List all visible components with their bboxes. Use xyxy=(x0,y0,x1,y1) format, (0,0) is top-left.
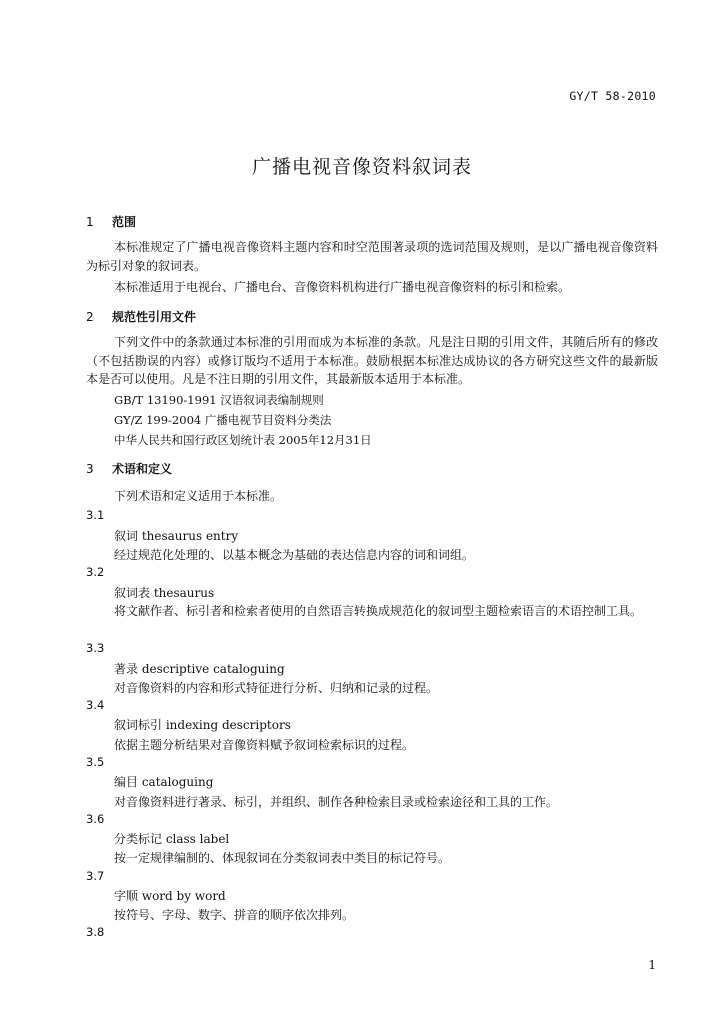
normative-reference: GY/Z 199-2004 广播电视节目资料分类法 xyxy=(114,413,332,427)
section-2-paragraph-1: 下列文件中的条款通过本标准的引用而成为本标准的条款。凡是注日期的引用文件，其随后所有的修改（不包括勘误的内容）或修订版均不适用于本标准。鼓励根据本标准达成协议的各方研究这些文件的最新版本是否可以使用。凡是不注日期的引用文件，其最新版本适用于本标准。 xyxy=(86,335,658,386)
term-name: 叙词表 thesaurus xyxy=(114,586,215,600)
section-3-intro: 下列术语和定义适用于本标准。 xyxy=(114,489,283,503)
section-1-paragraph-1: 本标准规定了广播电视音像资料主题内容和时空范围著录项的选词范围及规则，是以广播电视音像资料为标引对象的叙词表。 xyxy=(86,240,658,273)
term-number: 3.3 xyxy=(86,641,105,655)
term-number: 3.2 xyxy=(86,565,105,579)
page-number: 1 xyxy=(648,958,656,972)
term-number: 3.7 xyxy=(86,869,105,883)
term-definition: 将文献作者、标引者和检索者使用的自然语言转换成规范化的叙词型主题检索语言的术语控制工具。 xyxy=(114,604,643,618)
term-definition: 对音像资料进行著录、标引，并组织、制作各种检索目录或检索途径和工具的工作。 xyxy=(114,795,559,809)
section-title: 规范性引用文件 xyxy=(112,310,197,324)
section-1-paragraph-2: 本标准适用于电视台、广播电台、音像资料机构进行广播电视音像资料的标引和检索。 xyxy=(114,280,571,294)
section-1-heading xyxy=(86,213,136,230)
document-title: 广播电视音像资料叙词表 xyxy=(251,156,472,178)
section-number: 1 xyxy=(86,215,94,229)
term-name: 叙词 thesaurus entry xyxy=(114,529,239,543)
term-definition: 按符号、字母、数字、拼音的顺序依次排列。 xyxy=(114,908,355,922)
section-number: 3 xyxy=(86,462,94,476)
section-title: 范围 xyxy=(112,215,137,229)
section-2-heading xyxy=(86,308,196,325)
normative-reference: GB/T 13190-1991 汉语叙词表编制规则 xyxy=(114,393,324,407)
term-name: 字顺 word by word xyxy=(114,889,226,903)
term-definition: 依据主题分析结果对音像资料赋予叙词检索标识的过程。 xyxy=(114,738,415,752)
term-name: 分类标记 class label xyxy=(114,832,230,846)
term-definition: 经过规范化处理的、以基本概念为基础的表达信息内容的词和词组。 xyxy=(114,548,475,562)
term-name: 叙词标引 indexing descriptors xyxy=(114,718,291,732)
section-number: 2 xyxy=(86,310,94,324)
term-definition: 按一定规律编制的、体现叙词在分类叙词表中类目的标记符号。 xyxy=(114,851,451,865)
term-number: 3.4 xyxy=(86,698,105,712)
term-number: 3.6 xyxy=(86,812,105,826)
term-definition: 对音像资料的内容和形式特征进行分析、归纳和记录的过程。 xyxy=(114,681,439,695)
section-3-heading xyxy=(86,460,172,477)
term-number: 3.5 xyxy=(86,755,105,769)
term-number: 3.8 xyxy=(86,925,105,939)
normative-reference: 中华人民共和国行政区划统计表 2005年12月31日 xyxy=(114,433,372,447)
term-name: 著录 descriptive cataloguing xyxy=(114,662,285,676)
term-number: 3.1 xyxy=(86,508,105,522)
section-title: 术语和定义 xyxy=(112,462,173,476)
term-name: 编目 cataloguing xyxy=(114,775,214,789)
standard-code: GY/T 58-2010 xyxy=(569,89,656,103)
